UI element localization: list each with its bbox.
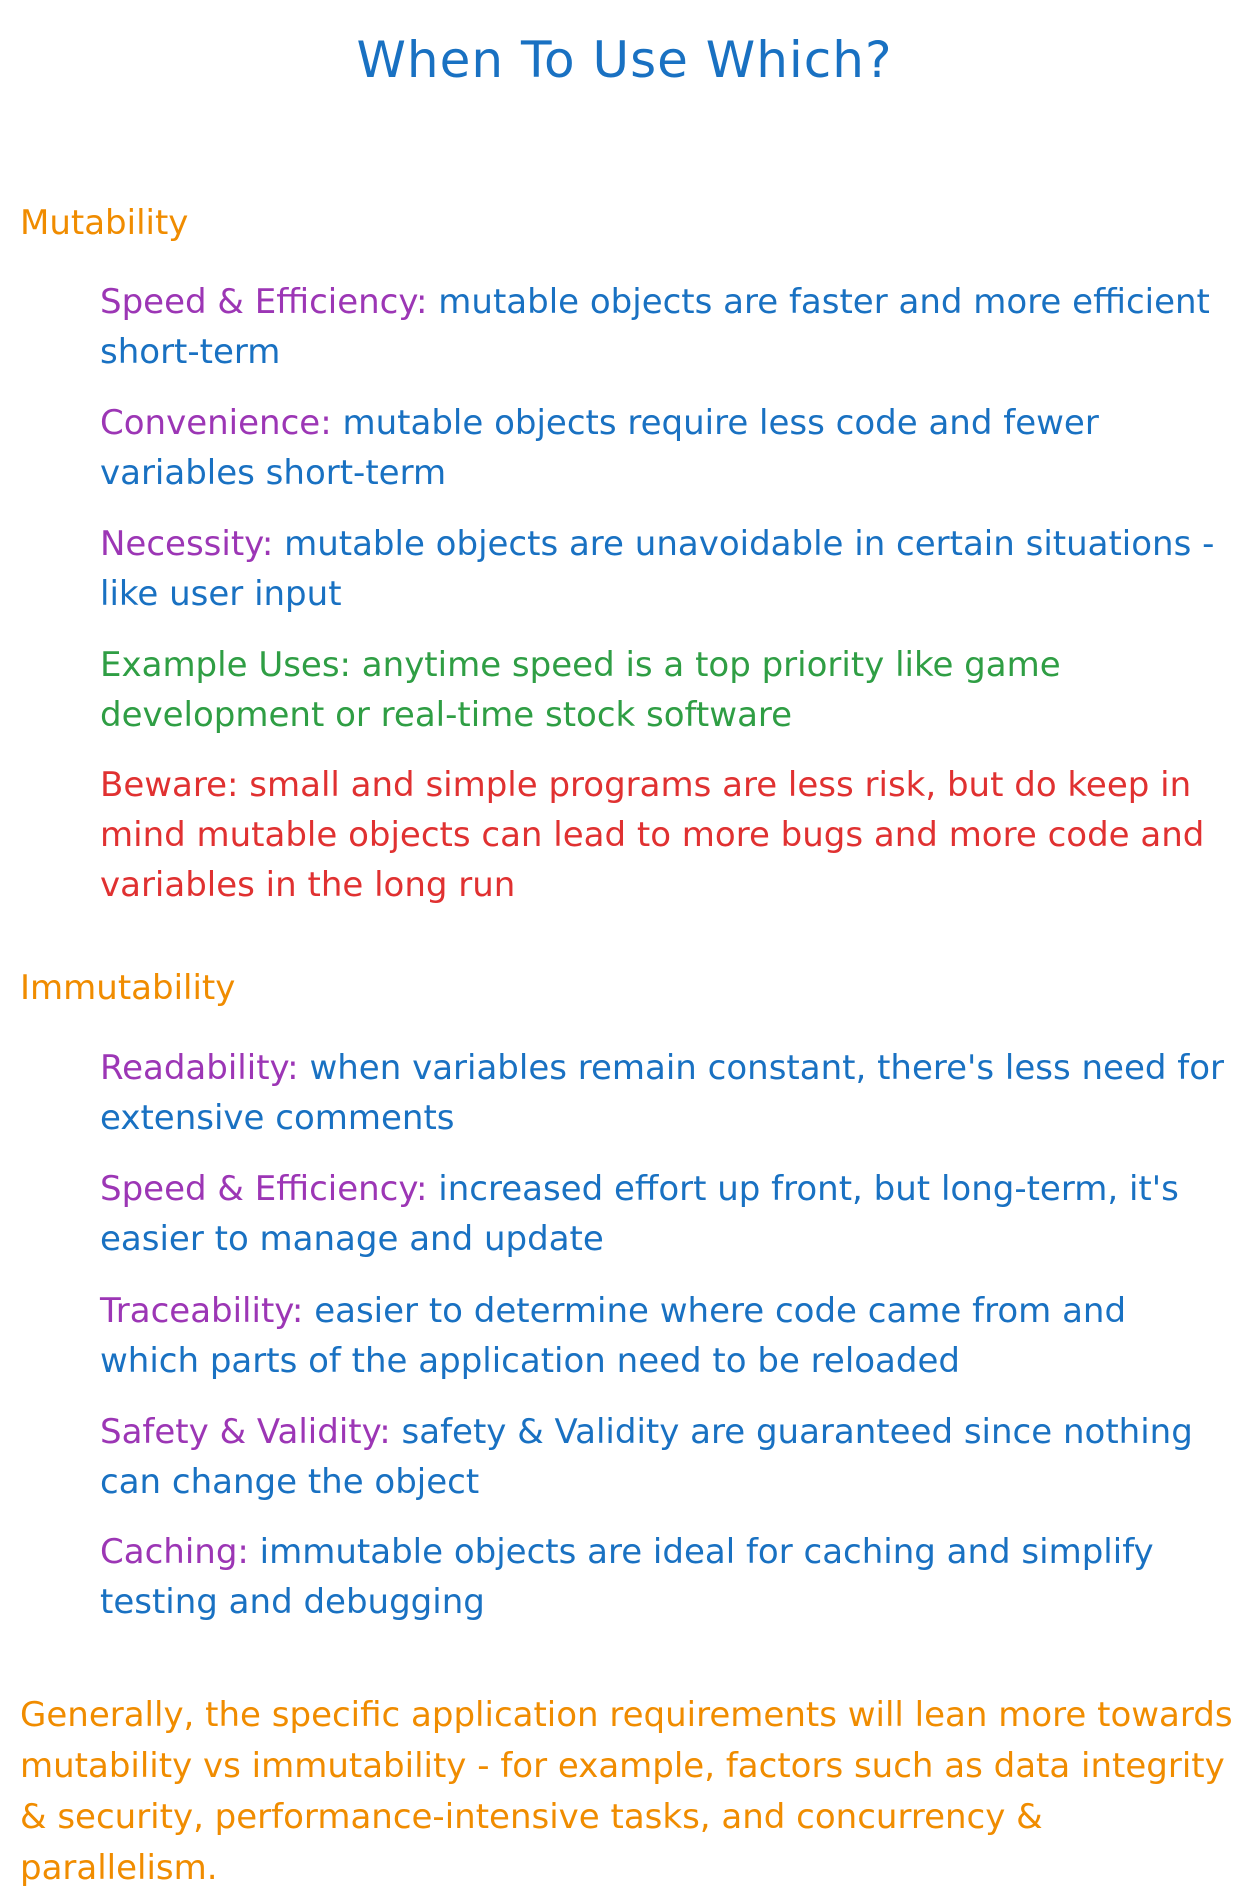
immutability-item-safety	[100, 1407, 1230, 1507]
item-label: Convenience:	[100, 403, 332, 443]
immutability-item-speed	[100, 1164, 1230, 1264]
item-text: mutable objects are unavoidable in certain situations - like user input	[100, 524, 1215, 614]
item-text: easier to determine where code came from and which parts of the application need to be reloaded	[100, 1291, 1127, 1381]
mutability-example-uses: Example Uses: anytime speed is a top priority like game development or real-time stock software	[100, 645, 1061, 735]
section-heading-immutability: Immutability	[20, 968, 236, 1008]
item-text: when variables remain constant, there's less need for extensive comments	[100, 1048, 1225, 1138]
mutability-beware: Beware: small and simple programs are less risk, but do keep in mind mutable objects can lead to more bugs and more code and variables in the long run	[100, 765, 1205, 905]
item-label: Necessity:	[100, 524, 274, 564]
item-label: Readability:	[100, 1048, 299, 1088]
item-label: Caching:	[100, 1532, 249, 1572]
item-text: mutable objects require less code and fewer variables short-term	[100, 403, 1099, 493]
item-text: mutable objects are faster and more efficient short-term	[100, 282, 1210, 372]
mutability-item-convenience	[100, 398, 1230, 498]
item-text: immutable objects are ideal for caching and simplify testing and debugging	[100, 1532, 1154, 1622]
conclusion-paragraph: Generally, the specific application requirements will lean more towards mutability vs immutability - for example, factors such as data integrity & security, performance-intensive tasks, and concurrency & parallelism.	[20, 1695, 1233, 1888]
section-heading-mutability: Mutability	[20, 203, 189, 243]
item-text: increased effort up front, but long-term, it's easier to manage and update	[100, 1169, 1179, 1259]
page-title: When To Use Which?	[356, 31, 893, 89]
item-text: safety & Validity are guaranteed since nothing can change the object	[100, 1412, 1193, 1502]
item-label: Speed & Efficiency:	[100, 1169, 428, 1209]
item-label: Speed & Efficiency:	[100, 282, 428, 322]
mutability-item-speed	[100, 277, 1230, 377]
immutability-item-traceability	[100, 1286, 1230, 1386]
mutability-item-necessity	[100, 519, 1230, 619]
item-label: Traceability:	[100, 1291, 304, 1331]
item-label: Safety & Validity:	[100, 1412, 391, 1452]
immutability-item-caching	[100, 1527, 1230, 1627]
immutability-item-readability	[100, 1043, 1230, 1143]
